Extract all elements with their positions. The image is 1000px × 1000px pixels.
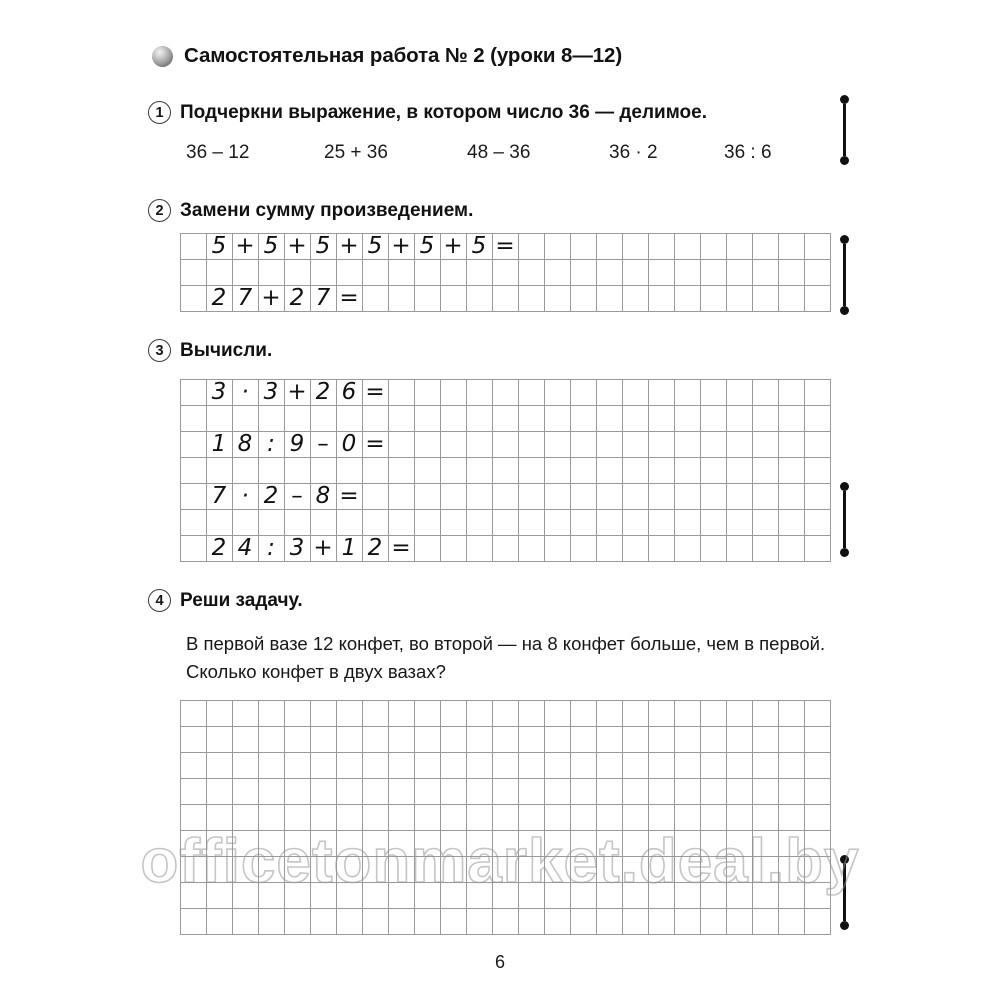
handwritten-glyph: + bbox=[443, 233, 463, 259]
marker-dot-top bbox=[840, 235, 849, 244]
handwritten-glyph: 5 bbox=[419, 233, 435, 259]
handwritten-glyph: : bbox=[267, 431, 275, 457]
margin-marker-2 bbox=[838, 235, 850, 315]
task-3-title: Вычисли. bbox=[180, 339, 273, 361]
marker-stem bbox=[843, 864, 846, 921]
handwritten-glyph: 1 bbox=[341, 535, 357, 561]
marker-dot-bottom bbox=[840, 306, 849, 315]
marker-dot-bottom bbox=[840, 156, 849, 165]
task-2-answer-grid[interactable] bbox=[180, 233, 831, 312]
marker-dot-top bbox=[840, 482, 849, 491]
handwritten-glyph: + bbox=[313, 535, 333, 561]
task-2-header bbox=[148, 199, 473, 222]
task-4-header bbox=[148, 589, 303, 612]
handwritten-glyph: 8 bbox=[237, 431, 253, 457]
expression-item-2[interactable]: 25 + 36 bbox=[324, 142, 388, 163]
margin-marker-1 bbox=[838, 95, 850, 165]
handwritten-glyph: 7 bbox=[237, 285, 253, 311]
expression-item-5[interactable]: 36 : 6 bbox=[724, 142, 772, 163]
page-number: 6 bbox=[494, 952, 505, 972]
marker-dot-bottom bbox=[840, 548, 849, 557]
handwritten-glyph: 8 bbox=[315, 483, 331, 509]
task-4-answer-grid[interactable] bbox=[180, 700, 831, 935]
handwritten-glyph: 3 bbox=[263, 379, 279, 405]
task-3-number: 3 bbox=[148, 339, 171, 362]
task-4-title: Реши задачу. bbox=[180, 589, 303, 611]
handwritten-glyph: 5 bbox=[315, 233, 331, 259]
handwritten-glyph: 7 bbox=[315, 285, 331, 311]
expression-item-4[interactable]: 36 · 2 bbox=[609, 142, 658, 163]
handwritten-glyph: + bbox=[339, 233, 359, 259]
handwritten-glyph: = bbox=[339, 285, 359, 311]
task-3-answer-grid[interactable] bbox=[180, 379, 831, 562]
handwritten-glyph: 2 bbox=[211, 285, 227, 311]
handwritten-glyph: 6 bbox=[341, 379, 357, 405]
handwritten-glyph: · bbox=[241, 483, 249, 509]
task-2-handwriting bbox=[180, 233, 830, 311]
handwritten-glyph: – bbox=[317, 431, 329, 457]
handwritten-glyph: : bbox=[267, 535, 275, 561]
sphere-bullet-icon bbox=[152, 46, 173, 67]
task-3-handwriting bbox=[180, 379, 830, 561]
task-2-number: 2 bbox=[148, 199, 171, 222]
task-1-number: 1 bbox=[148, 101, 171, 124]
marker-dot-top bbox=[840, 855, 849, 864]
task-1-title: Подчеркни выражение, в котором число 36 — делимое. bbox=[180, 101, 707, 123]
page-title-row bbox=[152, 44, 622, 68]
handwritten-glyph: – bbox=[291, 483, 303, 509]
task-4-problem-text: В первой вазе 12 конфет, во второй — на 8 конфет больше, чем в первой. Сколько конфет в двух вазах? bbox=[186, 633, 826, 682]
handwritten-glyph: 5 bbox=[211, 233, 227, 259]
expression-item-1[interactable]: 36 – 12 bbox=[186, 142, 250, 163]
handwritten-glyph: 4 bbox=[237, 535, 253, 561]
marker-dot-bottom bbox=[840, 921, 849, 930]
handwritten-glyph: 0 bbox=[341, 431, 357, 457]
handwritten-glyph: = bbox=[339, 483, 359, 509]
handwritten-glyph: 5 bbox=[263, 233, 279, 259]
margin-marker-3 bbox=[838, 482, 850, 557]
task-4-number: 4 bbox=[148, 589, 171, 612]
margin-marker-4 bbox=[838, 855, 850, 930]
task-2-title: Замени сумму произведением. bbox=[180, 199, 474, 221]
marker-stem bbox=[843, 244, 846, 306]
handwritten-glyph: 2 bbox=[315, 379, 331, 405]
task-1-expressions bbox=[186, 142, 826, 164]
handwritten-glyph: + bbox=[391, 233, 411, 259]
handwritten-glyph: 2 bbox=[289, 285, 305, 311]
handwritten-glyph: 5 bbox=[471, 233, 487, 259]
handwritten-glyph: 9 bbox=[289, 431, 305, 457]
handwritten-glyph: = bbox=[391, 535, 411, 561]
marker-dot-top bbox=[840, 95, 849, 104]
handwritten-glyph: 1 bbox=[211, 431, 227, 457]
handwritten-glyph: 7 bbox=[211, 483, 227, 509]
marker-stem bbox=[843, 491, 846, 548]
handwritten-glyph: 3 bbox=[289, 535, 305, 561]
handwritten-glyph: · bbox=[241, 379, 249, 405]
task-1-header bbox=[148, 101, 707, 124]
handwritten-glyph: = bbox=[365, 431, 385, 457]
handwritten-glyph: 3 bbox=[211, 379, 227, 405]
page-title: Самостоятельная работа № 2 (уроки 8—12) bbox=[184, 44, 623, 67]
task-3-header bbox=[148, 339, 272, 362]
expression-item-3[interactable]: 48 – 36 bbox=[467, 142, 531, 163]
marker-stem bbox=[843, 104, 846, 156]
handwritten-glyph: = bbox=[495, 233, 515, 259]
handwritten-glyph: 5 bbox=[367, 233, 383, 259]
handwritten-glyph: + bbox=[235, 233, 255, 259]
handwritten-glyph: 2 bbox=[263, 483, 279, 509]
handwritten-glyph: 2 bbox=[211, 535, 227, 561]
handwritten-glyph: + bbox=[287, 233, 307, 259]
handwritten-glyph: = bbox=[365, 379, 385, 405]
handwritten-glyph: 2 bbox=[367, 535, 383, 561]
handwritten-glyph: + bbox=[261, 285, 281, 311]
handwritten-glyph: + bbox=[287, 379, 307, 405]
